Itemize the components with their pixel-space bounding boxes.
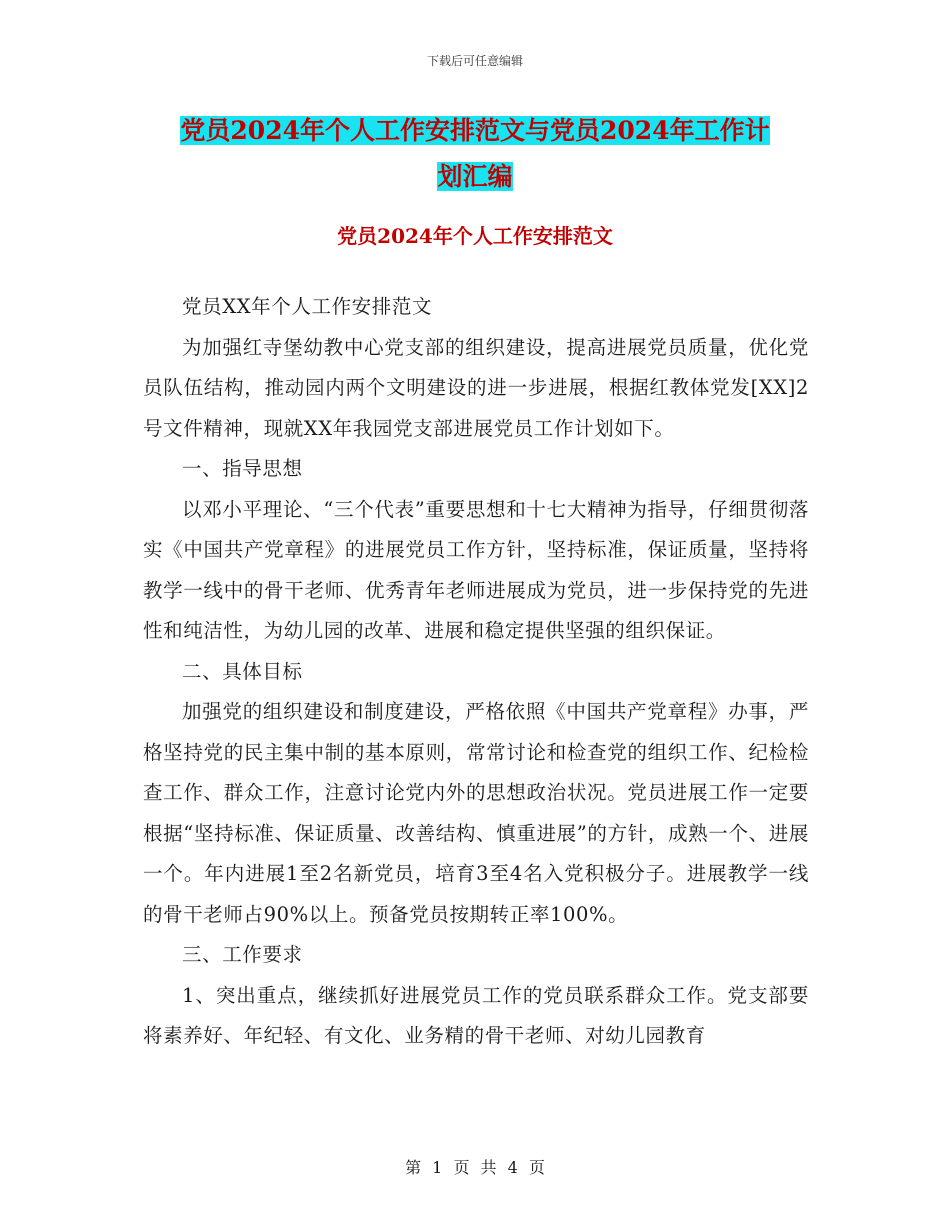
paragraph: 为加强红寺堡幼教中心党支部的组织建设，提高进展党员质量，优化党员队伍结构，推动园内两个文明建设的进一步进展，根据红教体党发[XX]2号文件精神，现就XX年我园党支部进展党员工作计划如下。 — [143, 335, 809, 440]
document-title-line-2: 划汇编 — [437, 162, 513, 191]
paragraph: 以邓小平理论、“三个代表”重要思想和十七大精神为指导，仔细贯彻落实《中国共产党章程》的进展党员工作方针，坚持标准，保证质量，坚持将教学一线中的骨干老师、优秀青年老师进展成为党员，进一步保持党的先进性和纯洁性，为幼儿园的改革、进展和稳定提供坚强的组织保证。 — [143, 497, 809, 642]
page-footer: 第 1 页 共 4 页 — [405, 1158, 545, 1177]
section-heading: 二、具体目标 — [182, 659, 303, 683]
paragraph: 党员XX年个人工作安排范文 — [182, 295, 433, 318]
header-note: 下载后可任意编辑 — [426, 54, 523, 68]
paragraph: 加强党的组织建设和制度建设，严格依照《中国共产党章程》办事，严格坚持党的民主集中制的基本原则，常常讨论和检查党的组织工作、纪检检查工作、群众工作，注意讨论党内外的思想政治状况。党员进展工作一定要根据“坚持标准、保证质量、改善结构、慎重进展”的方针，成熟一个、进展一个。年内进展1至2名新党员，培育3至4名入党积极分子。进展教学一线的骨干老师占90%以上。预备党员按期转正率100%。 — [143, 700, 809, 926]
section-heading: 三、工作要求 — [182, 943, 303, 966]
section-heading: 一、指导思想 — [182, 457, 303, 480]
document-title — [140, 108, 810, 200]
document-title-line-1: 党员2024年个人工作安排范文与党员2024年工作计 — [180, 116, 770, 145]
body-text — [143, 287, 809, 1057]
section-title: 党员2024年个人工作安排范文 — [337, 224, 613, 248]
paragraph: 1、突出重点，继续抓好进展党员工作的党员联系群众工作。党支部要将素养好、年纪轻、有文化、业务精的骨干老师、对幼儿园教育 — [143, 983, 809, 1047]
